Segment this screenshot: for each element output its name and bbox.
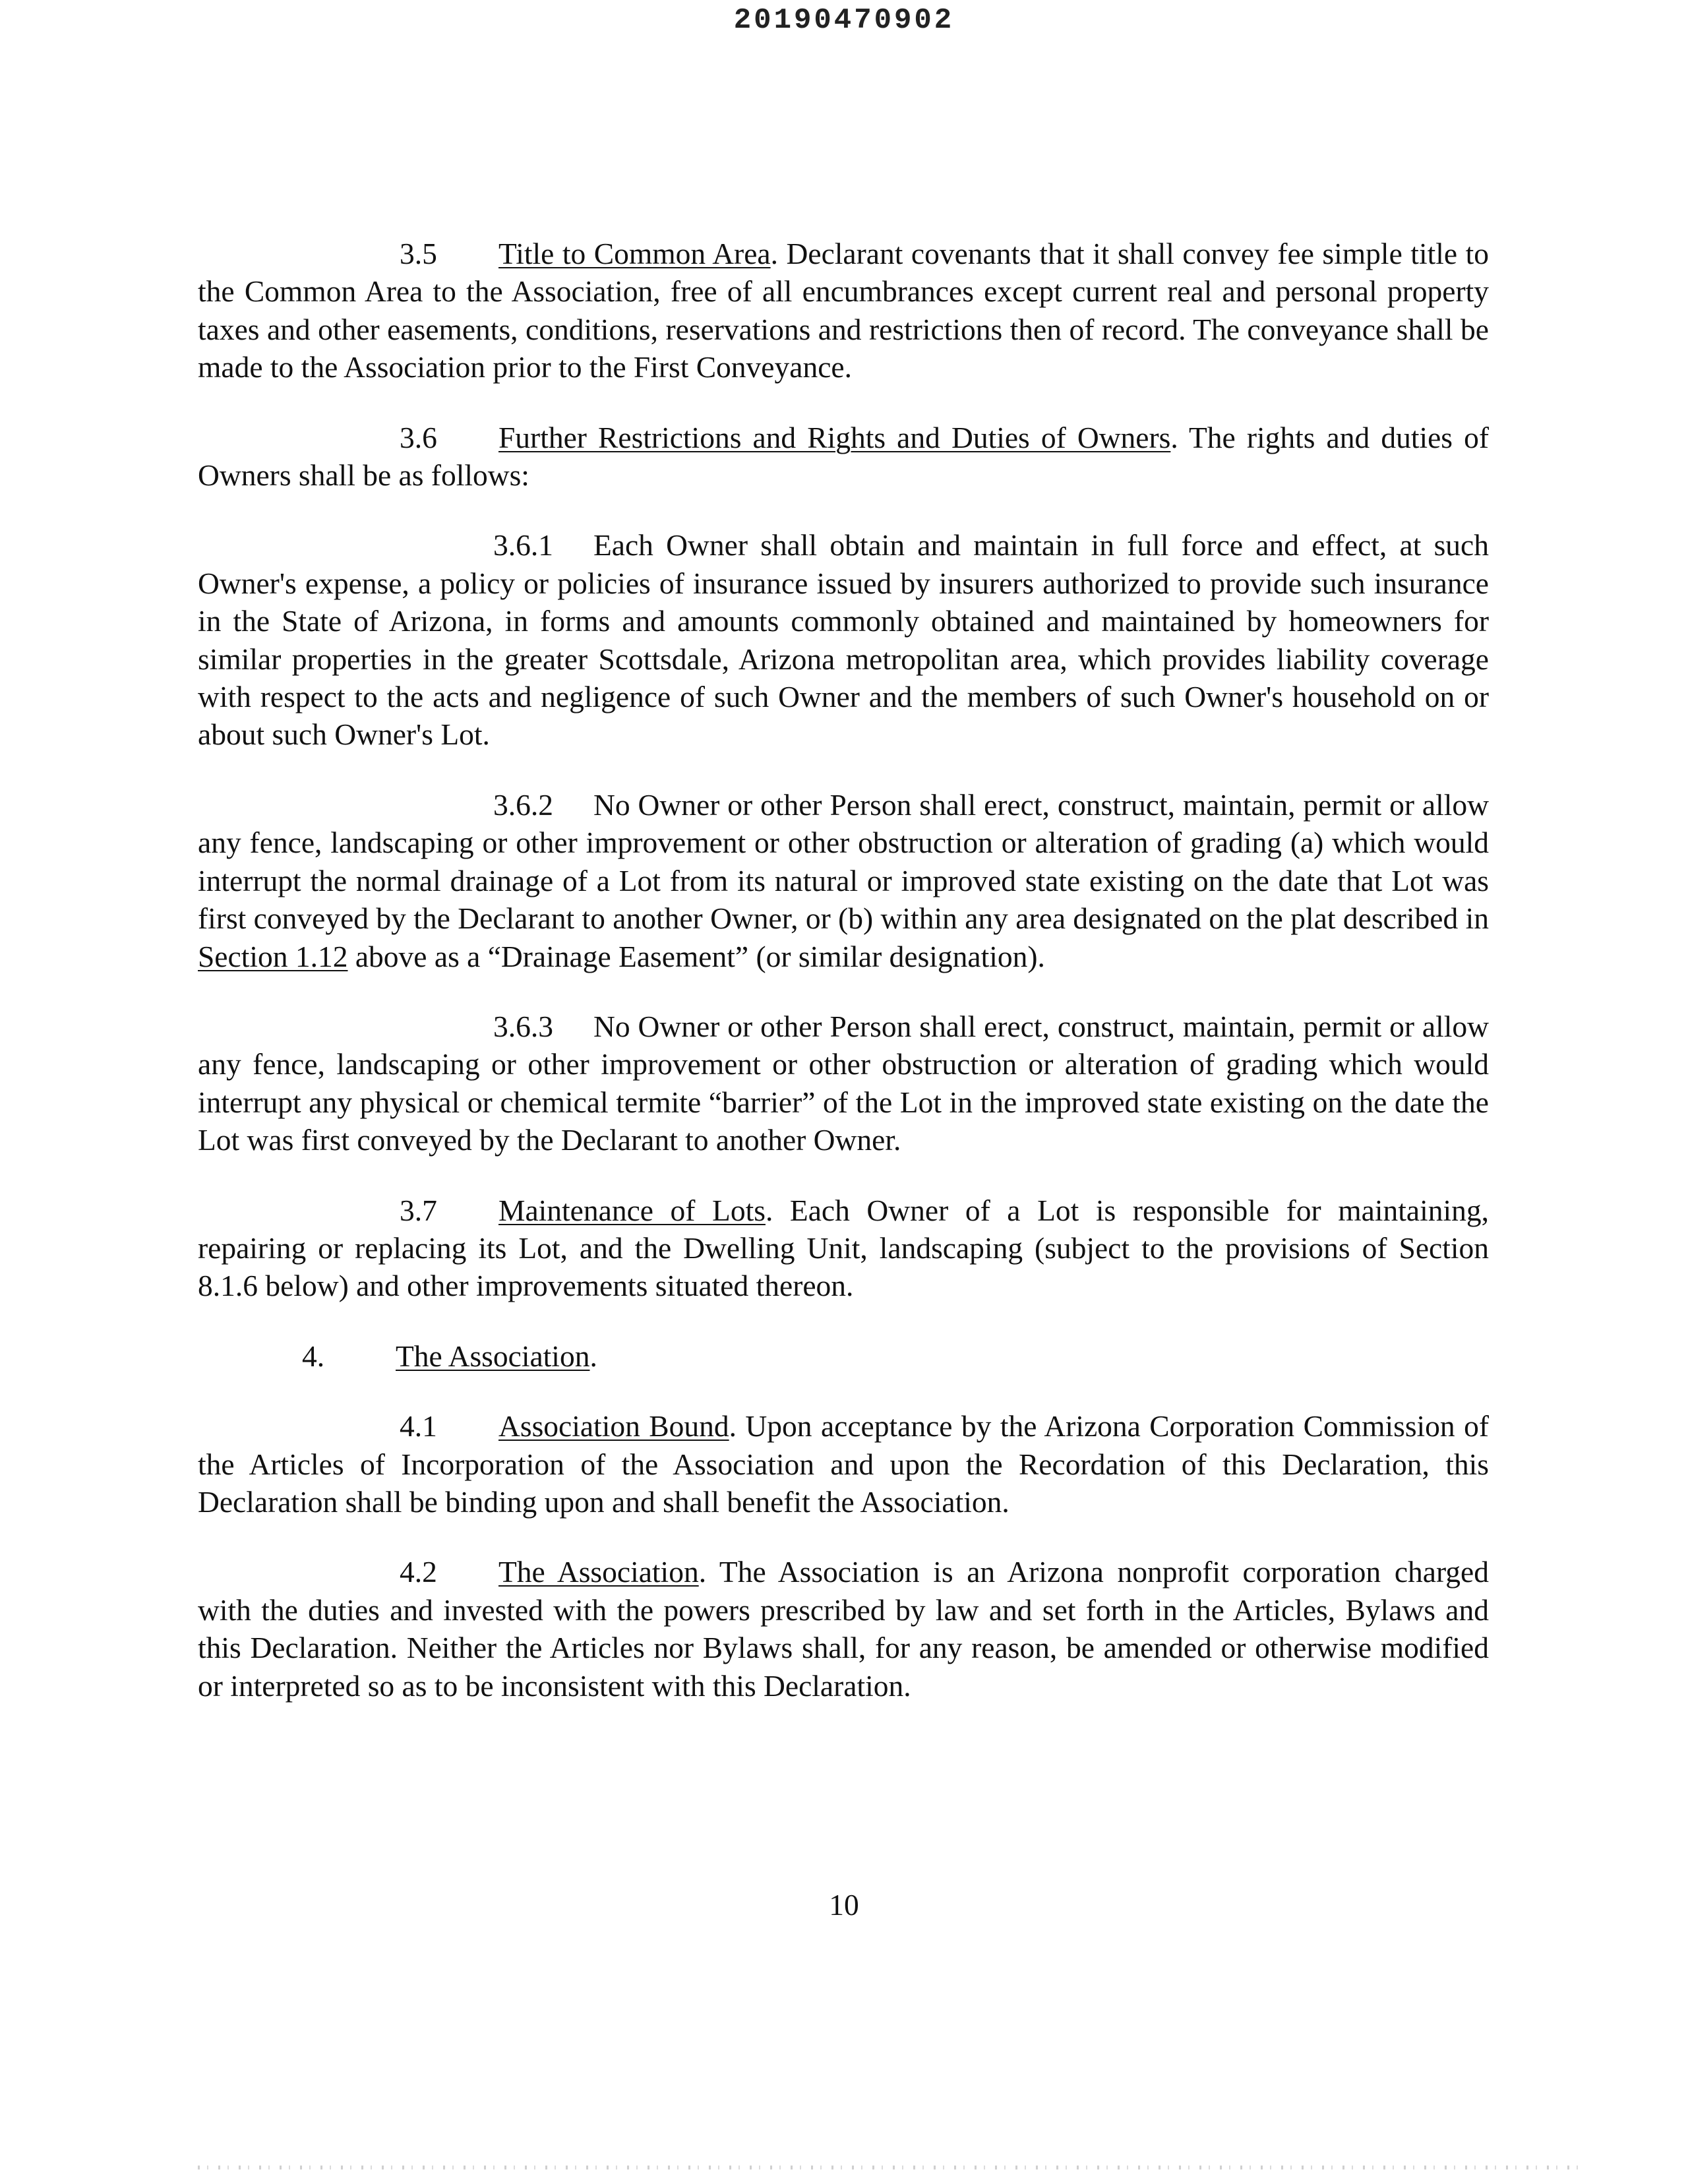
section-4 bbox=[198, 1337, 1489, 1375]
section-text: No Owner or other Person shall erect, construct, maintain, permit or allow any fence, landscaping or other improvement or other obstruction or alteration of grading which would interrupt any physical or chemical termite “barrier” of the Lot in the improved state existing on the date the Lot was first conveyed by the Declarant to another Owner. bbox=[198, 1009, 1489, 1157]
section-text: Each Owner shall obtain and maintain in full force and effect, at such Owner's expense, a policy or policies of insurance issued by insurers authorized to provide such insurance in the State of Arizona, in forms and amounts commonly obtained and maintained by homeowners for similar properties in the greater Scottsdale, Arizona metropolitan area, which provides liability coverage with respect to the acts and negligence of such Owner and the members of such Owner's household on or about such Owner's Lot. bbox=[198, 528, 1489, 752]
section-title: Title to Common Area bbox=[498, 237, 771, 270]
section-number: 3.6 bbox=[400, 420, 437, 454]
section-reference: Section 1.12 bbox=[198, 939, 348, 973]
section-title: Association Bound bbox=[498, 1409, 729, 1443]
section-number: 3.7 bbox=[400, 1193, 437, 1227]
section-number: 4.2 bbox=[400, 1555, 437, 1589]
section-3-6 bbox=[198, 419, 1489, 495]
section-3-6-2 bbox=[198, 786, 1489, 975]
section-number: 3.6.1 bbox=[493, 528, 553, 562]
section-3-6-1 bbox=[198, 526, 1489, 753]
section-4-1 bbox=[198, 1407, 1489, 1521]
section-number: 4.1 bbox=[400, 1409, 437, 1443]
section-text: No Owner or other Person shall erect, construct, maintain, permit or allow any fence, landscaping or other improvement or other obstruction or alteration of grading (a) which would interrupt the normal drainage of a Lot from its natural or improved state existing on the date that Lot was first conveyed by the Declarant to another Owner, or (b) within any area designated on the plat described in bbox=[198, 787, 1489, 936]
section-number: 3.6.3 bbox=[493, 1009, 553, 1043]
section-title: Further Restrictions and Rights and Duties of Owners bbox=[498, 420, 1171, 454]
section-title: The Association bbox=[498, 1555, 699, 1589]
section-3-5 bbox=[198, 235, 1489, 386]
scan-artifact-line bbox=[198, 2166, 1582, 2169]
section-text: . The Association is an Arizona nonprofit corporation charged with the duties and invested with the powers prescribed by law and set forth in the Articles, Bylaws and this Declaration. Neither the Articles nor Bylaws shall, for any reason, be amended or otherwise modified or interpreted so as to be inconsistent with this Declaration. bbox=[198, 1555, 1489, 1703]
section-4-2 bbox=[198, 1553, 1489, 1705]
section-text: . Declarant covenants that it shall convey fee simple title to the Common Area to the Association, free of all encumbrances except current real and personal property taxes and other easements, conditions, reservations and restrictions then of record. The conveyance shall be made to the Association prior to the First Conveyance. bbox=[198, 237, 1489, 384]
section-3-7 bbox=[198, 1192, 1489, 1305]
section-text: . The rights and duties of Owners shall be as follows: bbox=[198, 420, 1489, 493]
section-title: Maintenance of Lots bbox=[498, 1193, 766, 1227]
section-text: . Each Owner of a Lot is responsible for maintaining, repairing or replacing its Lot, and the Dwelling Unit, landscaping (subject to the provisions of Section 8.1.6 below) and other improvements situated thereon. bbox=[198, 1193, 1489, 1303]
section-text-after: above as a “Drainage Easement” (or similar designation). bbox=[347, 939, 1045, 973]
section-text: . Upon acceptance by the Arizona Corporation Commission of the Articles of Incorporation of the Association and upon the Recordation of this Declaration, this Declaration shall be binding upon and shall benefit the Association. bbox=[198, 1409, 1490, 1519]
section-title: The Association bbox=[396, 1339, 590, 1373]
section-text: . bbox=[589, 1339, 597, 1373]
section-number: 3.6.2 bbox=[493, 787, 553, 822]
section-number: 3.5 bbox=[400, 237, 437, 270]
section-3-6-3 bbox=[198, 1008, 1489, 1159]
document-body bbox=[198, 235, 1489, 1737]
document-number: 20190470902 bbox=[733, 4, 955, 37]
section-number: 4. bbox=[302, 1339, 325, 1373]
page-number: 10 bbox=[829, 1888, 859, 1922]
